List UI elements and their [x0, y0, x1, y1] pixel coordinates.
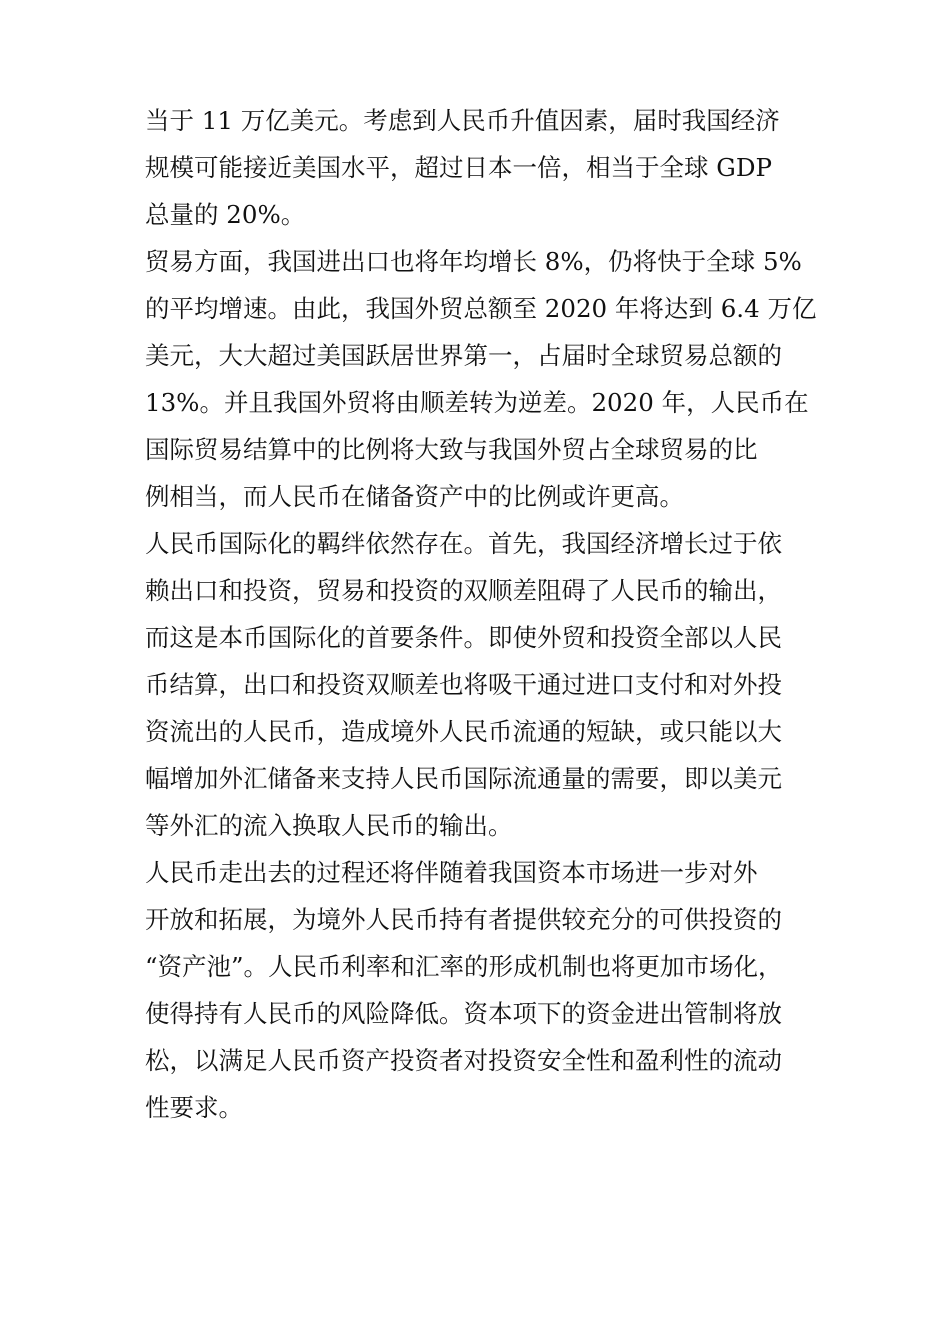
text-line: 规模可能接近美国水平，超过日本一倍，相当于全球 GDP: [145, 153, 772, 182]
text-line: 币结算，出口和投资双顺差也将吸干通过进口支付和对外投: [145, 670, 782, 699]
text-line: 的平均增速。由此，我国外贸总额至 2020 年将达到 6.4 万亿: [145, 294, 817, 323]
text-line: 总量的 20%。: [145, 200, 306, 229]
text-line: 性要求。: [145, 1093, 243, 1122]
text-line: 资流出的人民币，造成境外人民币流通的短缺，或只能以大: [145, 717, 782, 746]
text-line: 美元，大大超过美国跃居世界第一，占届时全球贸易总额的: [145, 341, 782, 370]
text-line: 贸易方面，我国进出口也将年均增长 8%，仍将快于全球 5%: [145, 247, 802, 276]
text-line: 松，以满足人民币资产投资者对投资安全性和盈利性的流动: [145, 1046, 782, 1075]
text-line: 国际贸易结算中的比例将大致与我国外贸占全球贸易的比: [145, 435, 758, 464]
text-line: 而这是本币国际化的首要条件。即使外贸和投资全部以人民: [145, 623, 782, 652]
text-line: 使得持有人民币的风险降低。资本项下的资金进出管制将放: [145, 999, 782, 1028]
text-line: 人民币国际化的羁绊依然存在。首先，我国经济增长过于依: [145, 529, 782, 558]
text-line: “资产池”。人民币利率和汇率的形成机制也将更加市场化，: [145, 952, 783, 981]
text-line: 13%。并且我国外贸将由顺差转为逆差。2020 年，人民币在: [145, 388, 809, 417]
text-line: 开放和拓展，为境外人民币持有者提供较充分的可供投资的: [145, 905, 782, 934]
body-text: [145, 97, 815, 1131]
text-line: 幅增加外汇储备来支持人民币国际流通量的需要，即以美元: [145, 764, 782, 793]
text-line: 赖出口和投资，贸易和投资的双顺差阻碍了人民币的输出，: [145, 576, 782, 605]
text-line: 当于 11 万亿美元。考虑到人民币升值因素，届时我国经济: [145, 106, 780, 135]
text-line: 人民币走出去的过程还将伴随着我国资本市场进一步对外: [145, 858, 758, 887]
text-line: 例相当，而人民币在储备资产中的比例或许更高。: [145, 482, 684, 511]
text-line: 等外汇的流入换取人民币的输出。: [145, 811, 513, 840]
